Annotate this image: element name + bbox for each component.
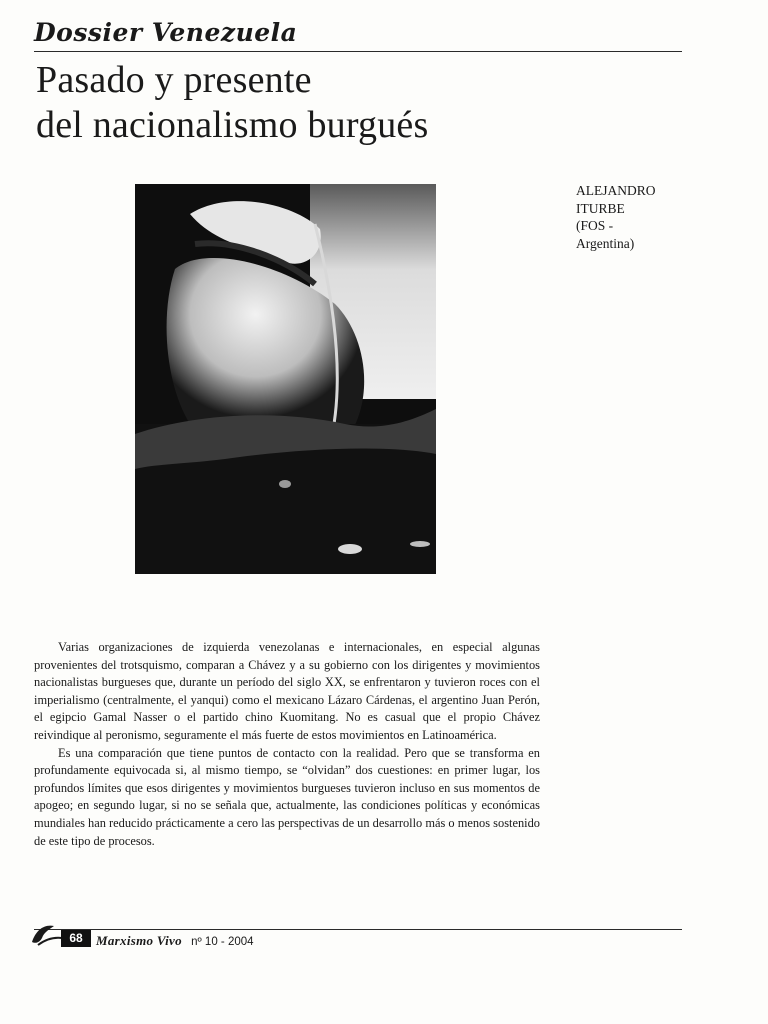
journal-info <box>96 933 254 949</box>
paragraph-1: Varias organizaciones de izquierda venezolanas e internacionales, en especial algunas provenientes del trotsquismo, comparan a Chávez y a su gobierno con los dirigentes y movimientos nacionalistas burgueses que, durante un período del siglo XX, se enfrentaron y tuvieron roces con el imperialismo (centralmente, el yanqui) como el mexicano Lázaro Cárdenas, el argentino Juan Perón, el egipcio Gamal Nasser o el partido chino Kuomitang. No es casual que el propio Chávez reivindique al peronismo, seguramente el más fuerte de estos movimientos en Latinoamérica. <box>34 640 540 742</box>
journal-issue: nº 10 - 2004 <box>191 936 254 948</box>
bottom-rule <box>34 929 682 930</box>
author-line-4: Argentina) <box>576 235 635 251</box>
section-label: Dossier Venezuela <box>34 18 298 47</box>
author-line-2: ITURBE <box>576 200 625 216</box>
top-rule <box>34 51 682 52</box>
author-line-1: ALEJANDRO <box>576 183 656 198</box>
article-photo <box>135 184 436 574</box>
author-byline <box>576 182 686 252</box>
paragraph-2: Es una comparación que tiene puntos de contacto con la realidad. Pero que se transforma en profundamente equivocada si, al mismo tiempo, se “olvidan” dos cuestiones: en primer lugar, los profundos límites que esos dirigentes y movimientos burgueses tuvieron incluso en sus momentos de apogeo; en segundo lugar, si no se señala que, actualmente, las condiciones políticas y económicas mundiales han reducido prácticamente a cero las perspectivas de un desarrollo más o menos sostenido de este tipo de procesos. <box>34 745 540 848</box>
title-line-2: del nacionalismo burgués <box>36 104 429 146</box>
author-line-3: (FOS - <box>576 218 614 233</box>
title-line-1: Pasado y presente <box>36 59 312 101</box>
journal-name: Marxismo Vivo <box>96 933 182 948</box>
page-number: 68 <box>61 930 91 947</box>
article-body <box>34 639 540 850</box>
photo-image <box>135 184 436 574</box>
article-title <box>36 58 428 148</box>
